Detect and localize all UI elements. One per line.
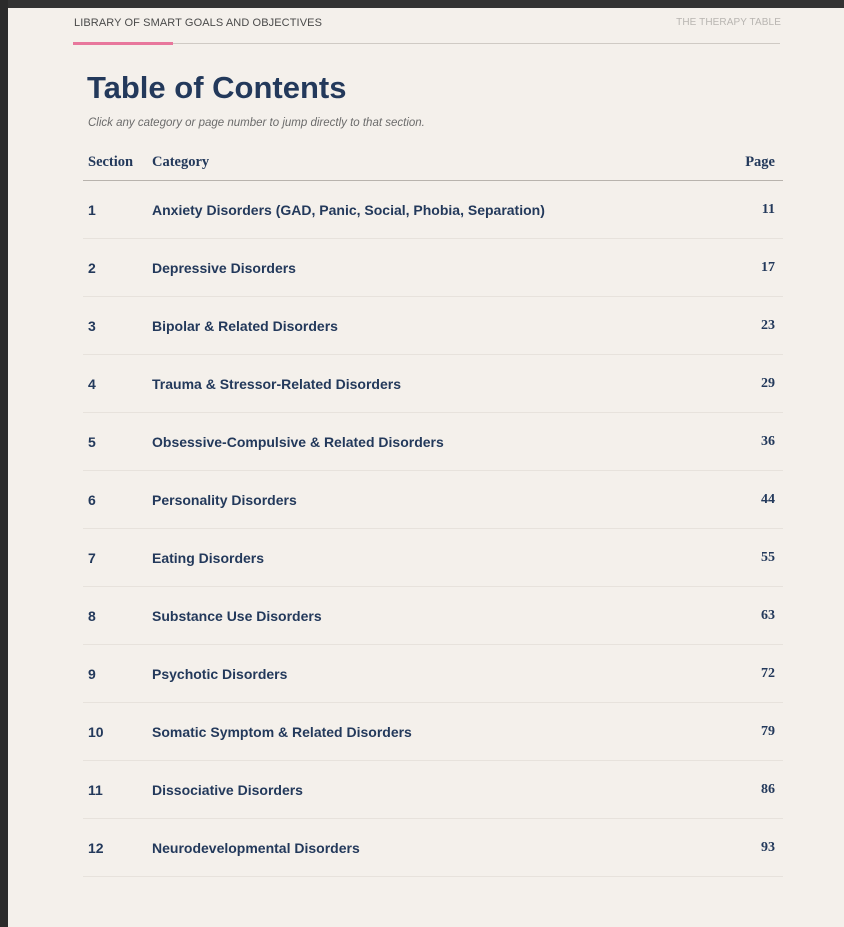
toc-page-link[interactable]: 93 <box>695 819 783 877</box>
toc-row[interactable] <box>83 587 783 645</box>
toc-category-link[interactable]: Somatic Symptom & Related Disorders <box>152 703 695 761</box>
toc-row[interactable] <box>83 355 783 413</box>
running-header <box>73 8 780 44</box>
document-page <box>8 8 844 927</box>
toc-page-link[interactable]: 55 <box>695 529 783 587</box>
toc-page-link[interactable]: 44 <box>695 471 783 529</box>
viewer-top-bar <box>0 0 844 8</box>
toc-row[interactable] <box>83 703 783 761</box>
toc-row[interactable] <box>83 181 783 239</box>
page-title: Table of Contents <box>87 70 347 105</box>
toc-section-number: 7 <box>83 529 152 587</box>
page-subtitle: Click any category or page number to jump directly to that section. <box>88 117 425 129</box>
column-header-section: Section <box>83 145 152 181</box>
toc-section-number: 2 <box>83 239 152 297</box>
column-header-page: Page <box>695 145 783 181</box>
toc-page-link[interactable]: 72 <box>695 645 783 703</box>
toc-category-link[interactable]: Personality Disorders <box>152 471 695 529</box>
toc-page-link[interactable]: 29 <box>695 355 783 413</box>
toc-category-link[interactable]: Psychotic Disorders <box>152 645 695 703</box>
toc-body <box>83 181 783 877</box>
toc-page-link[interactable]: 17 <box>695 239 783 297</box>
toc-section-number: 5 <box>83 413 152 471</box>
column-header-category: Category <box>152 145 695 181</box>
toc-category-link[interactable]: Obsessive-Compulsive & Related Disorders <box>152 413 695 471</box>
toc-row[interactable] <box>83 413 783 471</box>
running-header-title: LIBRARY OF SMART GOALS AND OBJECTIVES <box>74 17 323 29</box>
toc-row[interactable] <box>83 819 783 877</box>
toc-section-number: 9 <box>83 645 152 703</box>
toc-page-link[interactable]: 86 <box>695 761 783 819</box>
toc-category-link[interactable]: Trauma & Stressor-Related Disorders <box>152 355 695 413</box>
viewer-left-edge <box>0 0 8 927</box>
toc-row[interactable] <box>83 529 783 587</box>
toc-section-number: 1 <box>83 181 152 239</box>
toc-category-link[interactable]: Bipolar & Related Disorders <box>152 297 695 355</box>
toc-row[interactable] <box>83 761 783 819</box>
toc-row[interactable] <box>83 239 783 297</box>
toc-category-link[interactable]: Depressive Disorders <box>152 239 695 297</box>
toc-category-link[interactable]: Eating Disorders <box>152 529 695 587</box>
toc-header-row <box>83 145 783 181</box>
toc-section-number: 10 <box>83 703 152 761</box>
toc-section-number: 3 <box>83 297 152 355</box>
toc-category-link[interactable]: Dissociative Disorders <box>152 761 695 819</box>
toc-page-link[interactable]: 36 <box>695 413 783 471</box>
toc-row[interactable] <box>83 645 783 703</box>
toc-row[interactable] <box>83 297 783 355</box>
toc-section-number: 6 <box>83 471 152 529</box>
toc-section-number: 11 <box>83 761 152 819</box>
toc-page-link[interactable]: 23 <box>695 297 783 355</box>
toc-row[interactable] <box>83 471 783 529</box>
toc-section-number: 8 <box>83 587 152 645</box>
toc-page-link[interactable]: 79 <box>695 703 783 761</box>
header-accent-bar <box>73 42 173 45</box>
toc-category-link[interactable]: Substance Use Disorders <box>152 587 695 645</box>
toc-page-link[interactable]: 63 <box>695 587 783 645</box>
toc-page-link[interactable]: 11 <box>695 181 783 239</box>
toc-section-number: 4 <box>83 355 152 413</box>
toc-category-link[interactable]: Anxiety Disorders (GAD, Panic, Social, Phobia, Separation) <box>152 181 695 239</box>
running-header-brand: THE THERAPY TABLE <box>676 17 781 28</box>
toc-category-link[interactable]: Neurodevelopmental Disorders <box>152 819 695 877</box>
toc-section-number: 12 <box>83 819 152 877</box>
toc-table <box>83 145 783 877</box>
